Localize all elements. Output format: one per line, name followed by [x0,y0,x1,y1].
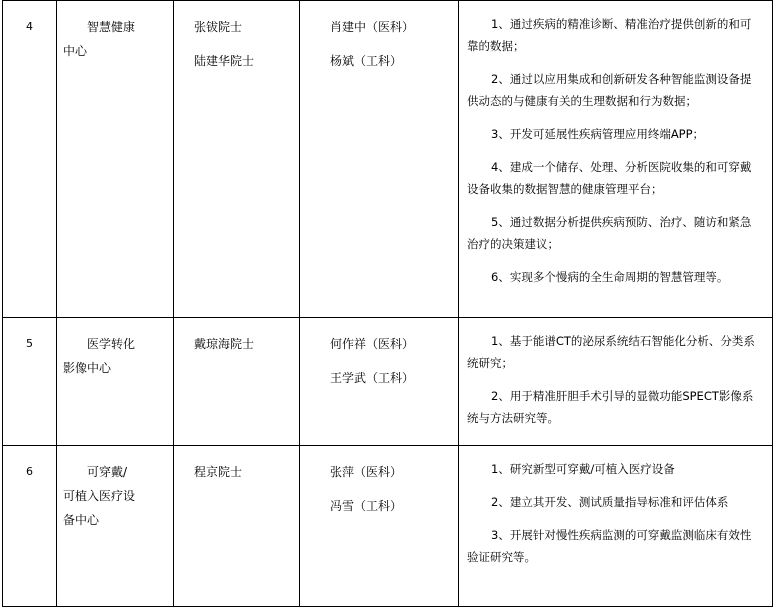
academician: 张钹院士 [194,20,243,34]
row-number: 5 [3,318,57,446]
table-row [3,446,773,607]
goal-item: 1、通过疾病的精准诊断、精准治疗提供创新的和可靠的数据； [467,17,752,53]
center-name [57,318,174,446]
leaders [300,1,459,318]
goals [459,318,773,446]
goal-item: 2、通过以应用集成和创新研发各种智能监测设备提供动态的与健康有关的生理数据和行为数据； [467,72,752,108]
leaders [300,446,459,607]
goal-item: 4、建成一个储存、处理、分析医院收集的和可穿戴设备收集的数据智慧的健康管理平台； [467,160,752,196]
goals [459,446,773,607]
leader: 张萍（医科） [330,465,403,479]
academicians [174,1,300,318]
row-number: 4 [3,1,57,318]
leaders [300,318,459,446]
goal-item: 1、基于能谱CT的泌尿系统结石智能化分析、分类系统研究； [467,334,755,370]
leader: 王学武（工科） [330,371,415,385]
center-name [57,1,174,318]
goal-item: 6、实现多个慢病的全生命周期的智慧管理等。 [491,270,729,284]
goal-item: 3、开发可延展性疾病管理应用终端APP； [491,127,705,141]
center-name-line: 中心 [63,44,88,58]
center-name-line: 智慧健康 [87,20,136,34]
academicians [174,318,300,446]
academicians [174,446,300,607]
table-row [3,1,773,318]
academician: 程京院士 [194,465,243,479]
academician: 陆建华院士 [194,54,255,68]
goal-item: 1、研究新型可穿戴/可植入医疗设备 [491,462,675,476]
goals [459,1,773,318]
center-name-line: 可穿戴/ [87,465,128,479]
goal-item: 3、开展针对慢性疾病监测的可穿戴监测临床有效性验证研究等。 [467,528,752,564]
centers-table [2,0,773,607]
center-name-line: 医学转化 [87,337,136,351]
goal-item: 5、通过数据分析提供疾病预防、治疗、随访和紧急治疗的决策建议； [467,215,752,251]
goal-item: 2、建立其开发、测试质量指导标准和评估体系 [491,495,729,509]
row-number: 6 [3,446,57,607]
center-name [57,446,174,607]
leader: 何作祥（医科） [330,337,415,351]
academician: 戴琼海院士 [194,337,255,351]
leader: 杨斌（工科） [330,54,403,68]
center-name-line: 影像中心 [63,361,112,375]
leader: 冯雪（工科） [330,499,403,513]
center-name-line: 可植入医疗设 [63,489,136,503]
goal-item: 2、用于精准肝胆手术引导的显微功能SPECT影像系统与方法研究等。 [467,389,754,425]
table-row [3,318,773,446]
leader: 肖建中（医科） [330,20,415,34]
center-name-line: 备中心 [63,513,100,527]
